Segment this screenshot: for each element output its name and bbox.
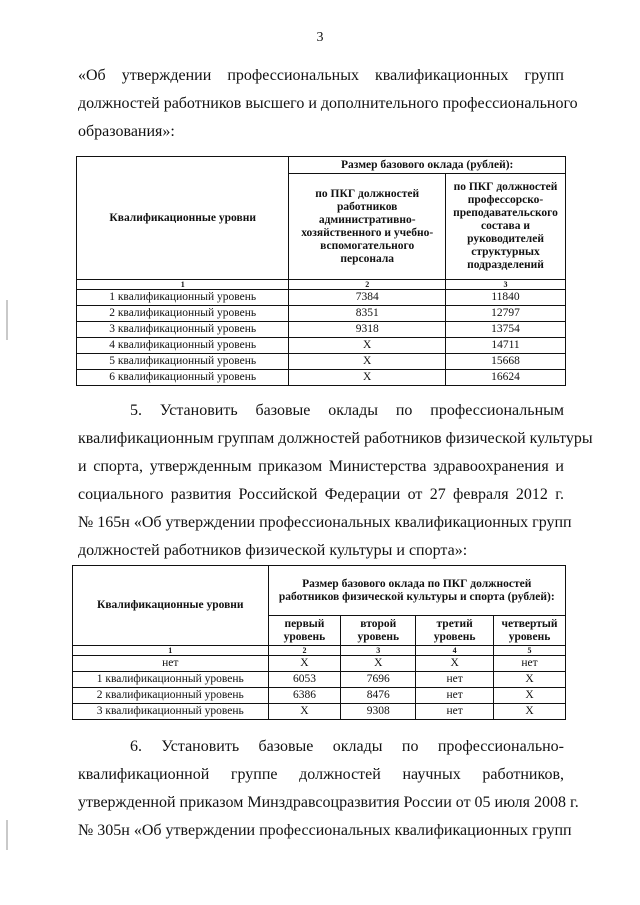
table-cell: X	[289, 338, 446, 354]
text-line: социального развития Российской Федерации от 27 февраля 2012 г.	[78, 486, 564, 503]
column-header: по ПКГ должностей профессорско-преподавательского состава и руководителей структурных подразделений	[446, 174, 566, 280]
paragraph-5	[78, 397, 593, 565]
table-cell: 16624	[446, 370, 566, 386]
text-line: № 165н «Об утверждении профессиональных квалификационных групп	[78, 514, 572, 531]
table-cell: X	[494, 672, 566, 688]
column-header: третий уровень	[416, 616, 494, 646]
column-header: по ПКГ должностей работников административно-хозяйственного и учебно-вспомогательного персонала	[289, 174, 446, 280]
table-cell: 6 квалификационный уровень	[77, 370, 289, 386]
table-cell: 6053	[268, 672, 341, 688]
text-line: должностей работников высшего и дополнительного профессионального	[78, 95, 578, 112]
group-header: Размер базового оклада по ПКГ должностей работников физической культуры и спорта (рублей):	[268, 566, 565, 616]
table-cell: 4 квалификационный уровень	[77, 338, 289, 354]
scan-edge-mark	[6, 300, 8, 340]
paragraph-6	[78, 733, 579, 845]
table-row	[77, 338, 566, 354]
table-cell: 1 квалификационный уровень	[77, 290, 289, 306]
text-line: квалификационной группе должностей научных работников,	[78, 766, 564, 783]
column-header: первый уровень	[268, 616, 341, 646]
table-cell: 12797	[446, 306, 566, 322]
text-line: 5. Установить базовые оклады по профессиональным	[130, 402, 564, 419]
page-number: 3	[316, 30, 324, 45]
table-cell: X	[494, 704, 566, 720]
intro-paragraph	[78, 62, 578, 146]
table-row	[73, 656, 566, 672]
table-cell: X	[289, 354, 446, 370]
text-line: № 305н «Об утверждении профессиональных квалификационных групп	[78, 822, 572, 839]
table-cell: нет	[416, 688, 494, 704]
table-cell: 2 квалификационный уровень	[73, 688, 269, 704]
table-cell: 7384	[289, 290, 446, 306]
group-header: Размер базового оклада (рублей):	[289, 157, 566, 174]
table-cell: X	[268, 704, 341, 720]
table-cell: X	[416, 656, 494, 672]
table-row	[77, 370, 566, 386]
column-number: 2	[268, 646, 341, 656]
text-line: должностей работников физической культуры и спорта»:	[78, 542, 468, 559]
text-line: образования»:	[78, 123, 175, 140]
table-cell: 14711	[446, 338, 566, 354]
table-cell: X	[494, 688, 566, 704]
text-line: квалификационным группам должностей работников физической культуры	[78, 430, 593, 447]
table-row	[77, 354, 566, 370]
table-cell: 3 квалификационный уровень	[77, 322, 289, 338]
column-number: 3	[446, 280, 566, 290]
text-line: утвержденной приказом Минздравсоцразвития России от 05 июля 2008 г.	[78, 794, 579, 811]
column-number: 4	[416, 646, 494, 656]
salary-table-higher-education	[76, 156, 566, 386]
salary-table-sports	[72, 565, 566, 720]
table-cell: 15668	[446, 354, 566, 370]
column-header: второй уровень	[341, 616, 416, 646]
column-number: 1	[73, 646, 269, 656]
table-cell: X	[341, 656, 416, 672]
table-cell: 13754	[446, 322, 566, 338]
table-cell: нет	[494, 656, 566, 672]
table-row	[73, 672, 566, 688]
table-cell: 9308	[341, 704, 416, 720]
table-cell: X	[268, 656, 341, 672]
table-row	[77, 290, 566, 306]
table-cell: 8351	[289, 306, 446, 322]
table-cell: X	[289, 370, 446, 386]
text-line: 6. Установить базовые оклады по профессионально-	[130, 738, 564, 755]
table-cell: нет	[73, 656, 269, 672]
scan-edge-mark	[6, 820, 8, 850]
text-line: и спорта, утвержденным приказом Министерства здравоохранения и	[78, 458, 564, 475]
table-cell: 7696	[341, 672, 416, 688]
column-header: Квалификационные уровни	[73, 566, 269, 646]
column-header: четвертый уровень	[494, 616, 566, 646]
text-line: «Об утверждении профессиональных квалификационных групп	[78, 67, 564, 84]
column-number: 5	[494, 646, 566, 656]
table-row	[73, 688, 566, 704]
table-cell: 8476	[341, 688, 416, 704]
column-header: Квалификационные уровни	[77, 157, 289, 280]
table-cell: 9318	[289, 322, 446, 338]
table-cell: 5 квалификационный уровень	[77, 354, 289, 370]
column-number: 1	[77, 280, 289, 290]
table-cell: 11840	[446, 290, 566, 306]
table-cell: 1 квалификационный уровень	[73, 672, 269, 688]
table-cell: нет	[416, 672, 494, 688]
table-cell: 3 квалификационный уровень	[73, 704, 269, 720]
table-row	[73, 704, 566, 720]
table-cell: нет	[416, 704, 494, 720]
column-number: 3	[341, 646, 416, 656]
table-cell: 6386	[268, 688, 341, 704]
table-row	[77, 306, 566, 322]
table-cell: 2 квалификационный уровень	[77, 306, 289, 322]
column-number: 2	[289, 280, 446, 290]
table-row	[77, 322, 566, 338]
